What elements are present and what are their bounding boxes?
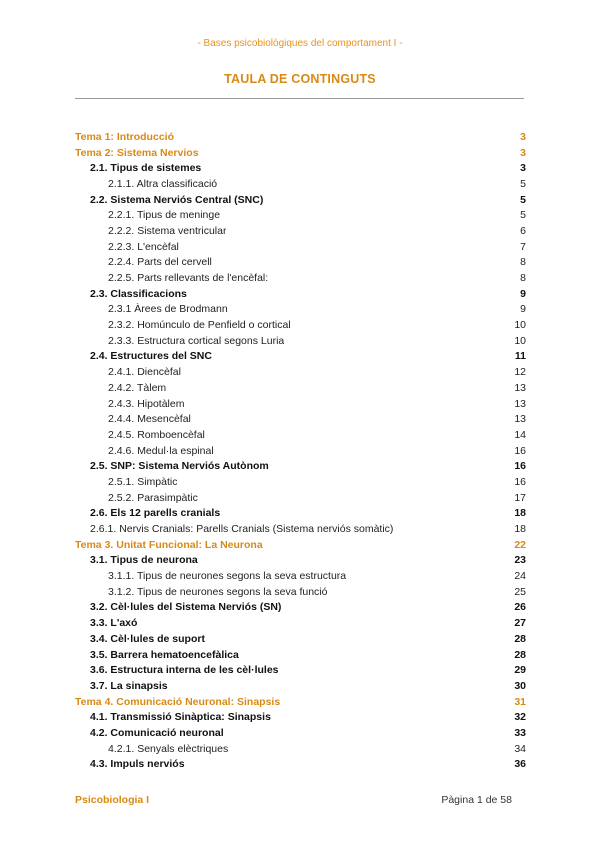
toc-entry-label: 2.3.1 Àrees de Brodmann [108, 303, 228, 316]
toc-entry-page: 3 [520, 146, 526, 159]
toc-entry[interactable] [75, 521, 526, 537]
toc-entry-label: 2.4.6. Medul·la espinal [108, 444, 214, 457]
toc-entry[interactable] [75, 411, 526, 427]
toc-entry-page: 22 [514, 538, 526, 551]
toc-entry-label: Tema 2: Sistema Nervios [75, 146, 199, 159]
toc-entry-page: 16 [514, 460, 526, 473]
toc-entry-page: 12 [514, 366, 526, 379]
toc-entry-label: 2.5.1. Simpàtic [108, 475, 178, 488]
toc-entry-label: 2.6.1. Nervis Cranials: Parells Cranials (Sistema nerviós somàtic) [90, 523, 394, 536]
toc-entry-label: 2.2.1. Tipus de meninge [108, 209, 221, 222]
toc-entry-page: 23 [514, 554, 526, 567]
toc-entry-page: 30 [514, 679, 526, 692]
toc-entry-label: 2.6. Els 12 parells cranials [90, 507, 221, 520]
running-header: - Bases psicobiològiques del comportament I - [197, 38, 403, 49]
toc-entry[interactable] [75, 207, 526, 223]
toc-entry[interactable] [75, 364, 526, 380]
toc-entry-page: 17 [514, 491, 526, 504]
toc-entry-label: 2.4.4. Mesencèfal [108, 413, 191, 426]
toc-entry-label: 2.1.1. Altra classificació [108, 177, 218, 190]
toc-entry[interactable] [75, 160, 526, 176]
toc-entry-page: 28 [514, 632, 526, 645]
toc-entry[interactable] [75, 631, 526, 647]
toc-entry[interactable] [75, 145, 526, 161]
toc-entry-label: Tema 3. Unitat Funcional: La Neurona [75, 538, 263, 551]
toc-entry-page: 25 [514, 585, 526, 598]
toc-entry-page: 10 [514, 334, 526, 347]
toc-entry-label: 2.1. Tipus de sistemes [90, 162, 202, 175]
toc-entry[interactable] [75, 474, 526, 490]
toc-entry-label: 3.1.1. Tipus de neurones segons la seva estructura [108, 570, 347, 583]
toc-entry-label: 3.3. L'axó [90, 617, 138, 630]
toc-entry[interactable] [75, 380, 526, 396]
toc-entry[interactable] [75, 396, 526, 412]
toc-entry-label: Tema 1: Introducció [75, 130, 174, 143]
toc-entry[interactable] [75, 286, 526, 302]
toc-entry-label: 3.6. Estructura interna de les cèl·lules [90, 664, 279, 677]
toc-entry-page: 34 [514, 742, 526, 755]
toc-entry[interactable] [75, 270, 526, 286]
toc-entry-page: 27 [514, 617, 526, 630]
toc-entry-page: 18 [514, 507, 526, 520]
footer-course-name: Psicobiologia I [75, 794, 150, 806]
toc-entry-label: 2.3. Classificacions [90, 287, 187, 300]
toc-entry-page: 5 [520, 177, 526, 190]
toc-entry[interactable] [75, 647, 526, 663]
toc-entry-label: 3.1.2. Tipus de neurones segons la seva funció [108, 585, 328, 598]
toc-entry[interactable] [75, 302, 526, 318]
toc-entry[interactable] [75, 694, 526, 710]
toc-entry-label: 3.1. Tipus de neurona [90, 554, 198, 567]
toc-entry[interactable] [75, 333, 526, 349]
toc-entry[interactable] [75, 568, 526, 584]
toc-entry[interactable] [75, 129, 526, 145]
toc-entry[interactable] [75, 223, 526, 239]
toc-entry[interactable] [75, 490, 526, 506]
toc-entry-page: 13 [514, 413, 526, 426]
toc-entry-page: 5 [520, 209, 526, 222]
toc-entry-page: 9 [520, 287, 526, 300]
toc-entry[interactable] [75, 537, 526, 553]
toc-entry-label: 2.3.3. Estructura cortical segons Luria [108, 334, 285, 347]
toc-entry[interactable] [75, 725, 526, 741]
toc-entry-page: 16 [514, 444, 526, 457]
toc-entry-page: 29 [514, 664, 526, 677]
footer-page-number: Pàgina 1 de 58 [441, 794, 512, 806]
toc-entry[interactable] [75, 239, 526, 255]
toc-entry-page: 8 [520, 256, 526, 269]
toc-entry[interactable] [75, 349, 526, 365]
toc-entry-label: 3.2. Cèl·lules del Sistema Nerviós (SN) [90, 601, 282, 614]
toc-entry[interactable] [75, 678, 526, 694]
table-of-contents [75, 129, 526, 772]
toc-entry-page: 7 [520, 240, 526, 253]
toc-entry-label: 2.4.5. Romboencèfal [108, 428, 205, 441]
toc-entry-label: 2.5. SNP: Sistema Nerviós Autònom [90, 460, 269, 473]
toc-entry-page: 9 [520, 303, 526, 316]
toc-entry-label: 2.2.4. Parts del cervell [108, 256, 212, 269]
toc-entry-label: 4.2. Comunicació neuronal [90, 726, 224, 739]
toc-entry[interactable] [75, 600, 526, 616]
toc-entry[interactable] [75, 192, 526, 208]
toc-entry[interactable] [75, 427, 526, 443]
toc-entry-page: 33 [514, 726, 526, 739]
toc-entry[interactable] [75, 255, 526, 271]
toc-entry-page: 8 [520, 272, 526, 285]
toc-entry[interactable] [75, 615, 526, 631]
toc-entry[interactable] [75, 176, 526, 192]
toc-entry[interactable] [75, 458, 526, 474]
toc-entry-page: 3 [520, 162, 526, 175]
toc-entry-page: 16 [514, 475, 526, 488]
toc-entry-page: 31 [514, 695, 526, 708]
toc-entry-label: 3.5. Barrera hematoencefàlica [90, 648, 239, 661]
toc-entry[interactable] [75, 553, 526, 569]
toc-entry[interactable] [75, 584, 526, 600]
toc-entry-label: 2.2.5. Parts rellevants de l'encèfal: [108, 272, 269, 285]
toc-entry-page: 6 [520, 224, 526, 237]
toc-entry-label: 3.7. La sinapsis [90, 679, 168, 692]
toc-entry-label: 2.2.2. Sistema ventricular [108, 224, 227, 237]
toc-entry-page: 13 [514, 381, 526, 394]
title-divider [75, 98, 524, 99]
toc-entry[interactable] [75, 741, 526, 757]
toc-entry[interactable] [75, 757, 526, 773]
toc-entry-page: 14 [514, 428, 526, 441]
toc-entry-label: Tema 4. Comunicació Neuronal: Sinapsis [75, 695, 281, 708]
toc-entry-label: 3.4. Cèl·lules de suport [90, 632, 205, 645]
toc-entry-page: 36 [514, 758, 526, 771]
toc-entry-label: 2.5.2. Parasimpàtic [108, 491, 198, 504]
toc-entry-page: 5 [520, 193, 526, 206]
toc-entry-label: 4.1. Transmissió Sinàptica: Sinapsis [90, 711, 271, 724]
toc-entry-page: 11 [514, 350, 526, 363]
toc-entry[interactable] [75, 662, 526, 678]
toc-entry-label: 2.4. Estructures del SNC [90, 350, 212, 363]
toc-entry-page: 18 [514, 523, 526, 536]
page-title: TAULA DE CONTINGUTS [224, 72, 376, 86]
toc-entry-page: 28 [514, 648, 526, 661]
toc-entry-label: 4.2.1. Senyals elèctriques [108, 742, 229, 755]
toc-entry-page: 26 [514, 601, 526, 614]
toc-entry-page: 13 [514, 397, 526, 410]
toc-entry-label: 2.4.1. Diencèfal [108, 366, 181, 379]
toc-entry-page: 24 [514, 570, 526, 583]
toc-entry[interactable] [75, 443, 526, 459]
toc-entry-label: 2.2.3. L'encèfal [108, 240, 179, 253]
toc-entry[interactable] [75, 506, 526, 522]
toc-entry-page: 3 [520, 130, 526, 143]
toc-entry-label: 2.4.3. Hipotàlem [108, 397, 185, 410]
toc-entry-label: 4.3. Impuls nerviós [90, 758, 185, 771]
toc-entry[interactable] [75, 709, 526, 725]
toc-entry[interactable] [75, 317, 526, 333]
toc-entry-label: 2.2. Sistema Nerviós Central (SNC) [90, 193, 264, 206]
toc-entry-label: 2.4.2. Tàlem [108, 381, 167, 394]
toc-entry-page: 10 [514, 319, 526, 332]
toc-entry-label: 2.3.2. Homúnculo de Penfield o cortical [108, 319, 291, 332]
toc-entry-page: 32 [514, 711, 526, 724]
